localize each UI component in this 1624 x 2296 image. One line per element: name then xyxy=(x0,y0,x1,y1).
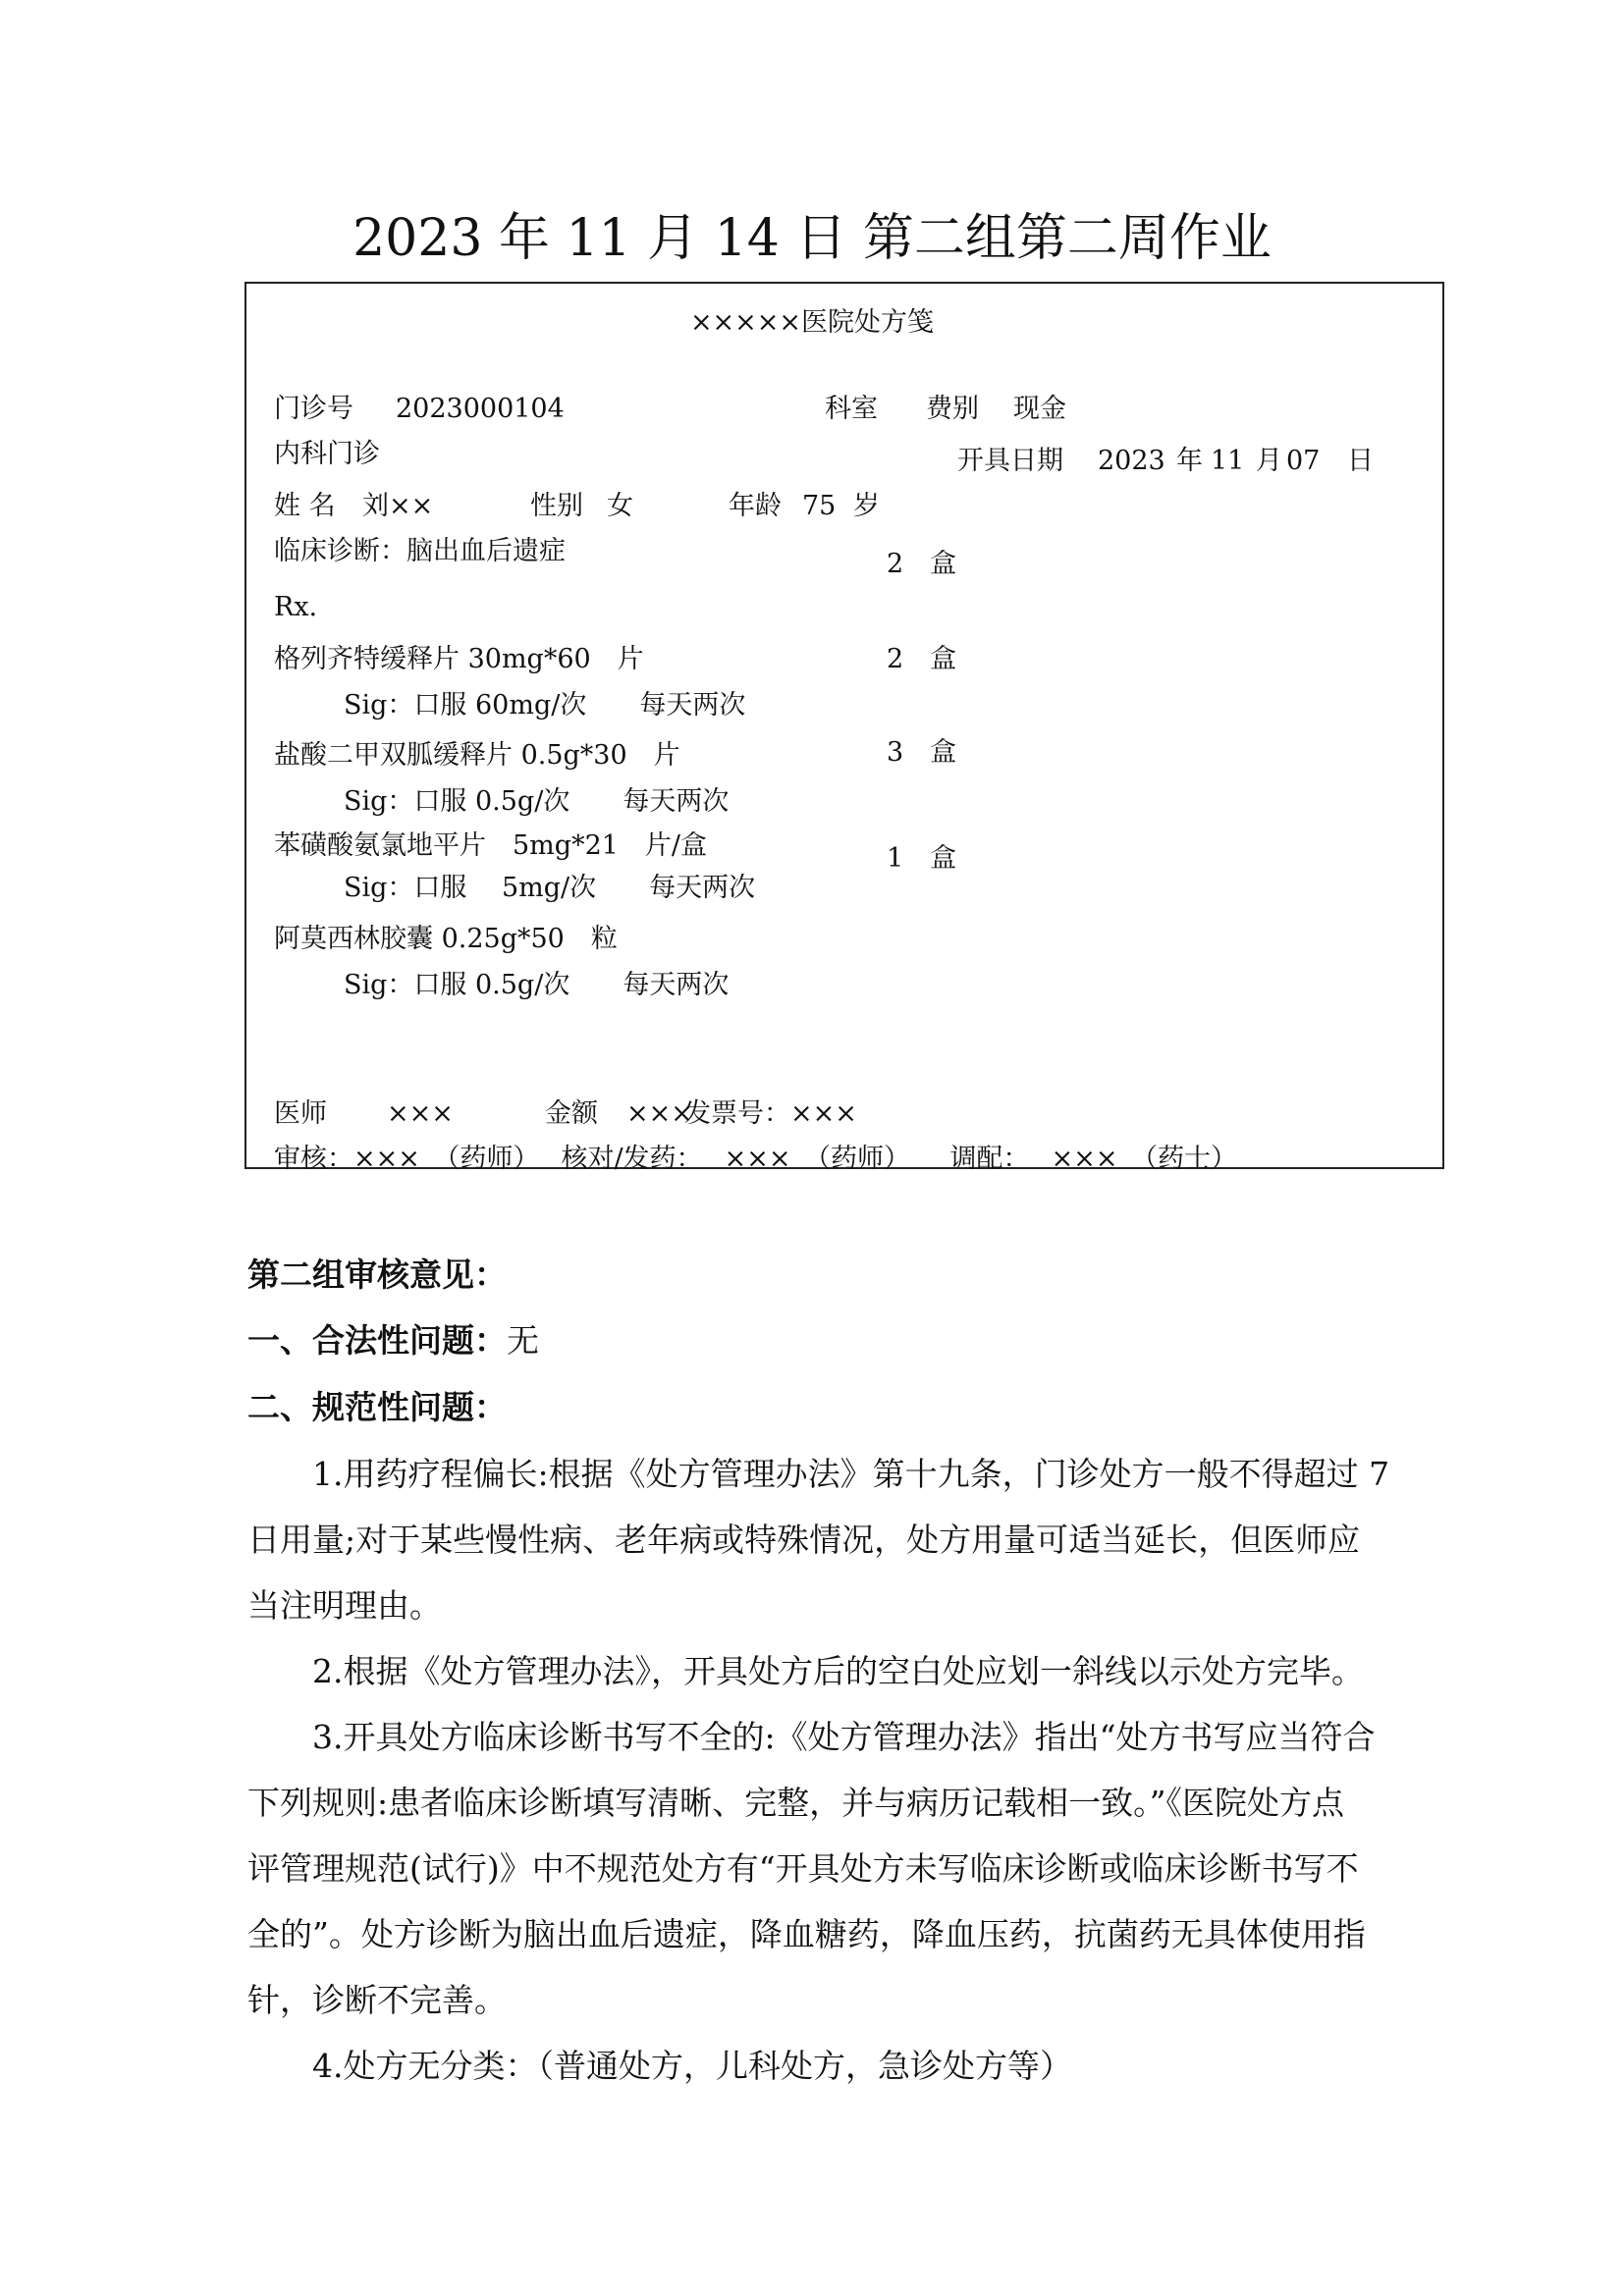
comment-line: 全的”。处方诊断为脑出血后遗症，降血糖药，降血压药，抗菌药无具体使用指 xyxy=(247,1915,1366,1953)
prescription-header: ×××××医院处方笺 xyxy=(689,307,935,338)
comment-line: 当注明理由。 xyxy=(247,1586,442,1625)
drug-2-qty: 2 盒 xyxy=(887,644,957,674)
date-month: 11 xyxy=(1211,446,1245,476)
drug-3-qty: 3 盒 xyxy=(887,737,957,768)
sex-label: 性别 xyxy=(530,491,583,521)
fee-label: 费别 xyxy=(926,394,979,424)
age-value: 75 xyxy=(802,491,837,521)
comment-line: 2.根据《处方管理办法》，开具处方后的空白处应划一斜线以示处方完毕。 xyxy=(312,1652,1364,1690)
name-value: 刘×× xyxy=(362,491,434,521)
norm-heading: 二、规范性问题： xyxy=(247,1388,507,1426)
comment-line: 日用量;对于某些慢性病、老年病或特殊情况，处方用量可适当延长，但医师应 xyxy=(247,1521,1361,1559)
doctor-label: 医师 xyxy=(274,1098,327,1129)
drug-1-qty: 2 盒 xyxy=(887,549,957,579)
comment-line: 3.开具处方临床诊断书写不全的:《处方管理办法》指出“处方书写应当符合 xyxy=(312,1718,1376,1756)
date-year: 2023 xyxy=(1098,446,1165,476)
diagnosis: 临床诊断：脑出血后遗症 xyxy=(274,536,566,566)
drug-3-name: 苯磺酸氨氯地平片 5mg*21 片/盒 xyxy=(274,830,708,861)
doctor-value: ××× xyxy=(387,1098,454,1129)
comments-heading: 第二组审核意见： xyxy=(247,1255,507,1294)
dept-value: 内科门诊 xyxy=(274,439,380,469)
date-day: 07 xyxy=(1286,446,1321,476)
drug-4-name: 阿莫西林胶囊 0.25g*50 粒 xyxy=(274,924,618,954)
clinic-no-value: 2023000104 xyxy=(396,394,565,424)
date-year-unit: 年 xyxy=(1176,446,1203,476)
sex-value: 女 xyxy=(607,491,633,521)
comment-line: 评管理规范(试行)》中不规范处方有“开具处方未写临床诊断或临床诊断书写不 xyxy=(247,1849,1359,1888)
drug-2-sig: Sig：口服 0.5g/次 每天两次 xyxy=(344,786,730,817)
comment-line: 1.用药疗程偏长:根据《处方管理办法》第十九条，门诊处方一般不得超过 7 xyxy=(312,1455,1390,1493)
review-line: 审核：××× （药师） 核对/发药： ××× （药师） 调配： ××× （药士） xyxy=(274,1144,1237,1174)
clinic-no-label: 门诊号 xyxy=(274,394,353,424)
drug-3-sig: Sig：口服 5mg/次 每天两次 xyxy=(344,873,756,903)
drug-4-qty: 1 盒 xyxy=(887,843,957,874)
age-label: 年龄 xyxy=(729,491,782,521)
amount-value: ××× xyxy=(626,1098,693,1129)
drug-1-name: 格列齐特缓释片 30mg*60 片 xyxy=(274,644,644,674)
drug-1-sig: Sig：口服 60mg/次 每天两次 xyxy=(344,690,746,721)
dept-label: 科室 xyxy=(825,394,878,424)
date-label: 开具日期 xyxy=(957,446,1063,476)
amount-label: 金额 xyxy=(545,1098,598,1129)
date-month-unit: 月 xyxy=(1256,446,1282,476)
date-day-unit: 日 xyxy=(1347,446,1374,476)
rx-symbol: Rx. xyxy=(274,592,318,622)
name-label: 姓 名 xyxy=(274,491,336,521)
drug-4-sig: Sig：口服 0.5g/次 每天两次 xyxy=(344,970,730,1000)
age-unit: 岁 xyxy=(853,491,880,521)
comment-line: 针，诊断不完善。 xyxy=(247,1981,507,2019)
fee-value: 现金 xyxy=(1013,394,1066,424)
invoice-no: 发票号：××× xyxy=(684,1098,857,1129)
comment-line: 4.处方无分类：（普通处方，儿科处方，急诊处方等） xyxy=(312,2047,1072,2085)
page-title: 2023 年 11 月 14 日 第二组第二周作业 xyxy=(352,209,1272,268)
drug-2-name: 盐酸二甲双胍缓释片 0.5g*30 片 xyxy=(274,740,680,771)
legality-value: 无 xyxy=(507,1321,539,1360)
legality-label: 一、合法性问题： xyxy=(247,1321,507,1360)
legality-row xyxy=(247,1320,539,1362)
comment-line: 下列规则:患者临床诊断填写清晰、完整，并与病历记载相一致。”《医院处方点 xyxy=(247,1784,1344,1822)
